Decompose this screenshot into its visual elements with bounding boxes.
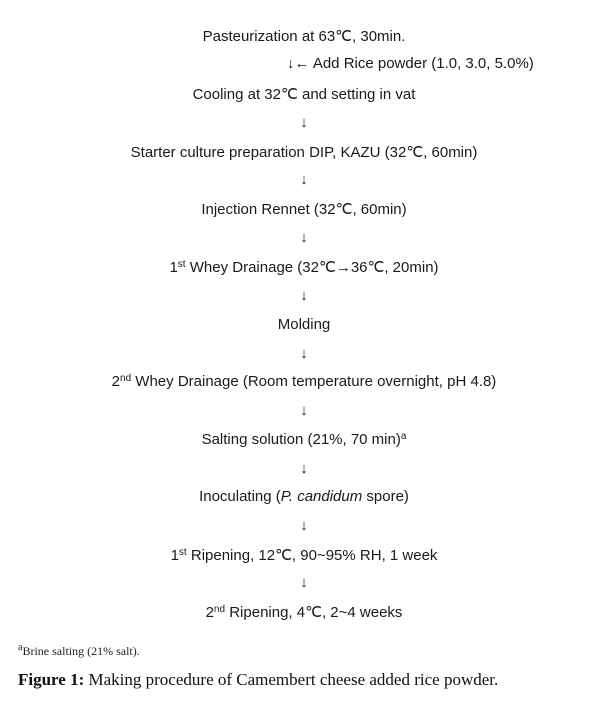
footnote [18,644,140,659]
ordinal-suffix: nd [213,604,226,615]
step-text: Whey Drainage (Room temperature overnight, pH 4.8) [131,373,497,390]
ordinal-number: 1 [170,547,179,564]
step-starter-culture: Starter culture preparation DIP, KAZU (32℃, 60min) [130,144,478,161]
ordinal-number: 1 [169,259,178,276]
step-text: Inoculating ( [199,488,281,505]
step-cooling: Cooling at 32℃ and setting in vat [192,86,416,103]
ordinal-number: 2 [111,373,121,390]
step-molding: Molding [277,316,331,333]
step-text: Ripening, 4℃, 2~4 weeks [225,604,403,621]
ordinal-suffix: nd [120,373,132,384]
step-first-ripening [0,546,608,564]
caption-text: Making procedure of Camembert cheese added rice powder. [84,670,499,689]
down-arrow-icon: ↓ [300,574,308,591]
side-note-text: ← Add Rice powder (1.0, 3.0, 5.0%) [294,55,534,72]
step-salting [0,431,608,448]
step-text: Salting solution (21%, 70 min) [201,431,401,448]
step-second-whey-drainage [0,373,608,390]
step-pasteurization: Pasteurization at 63℃, 30min. [202,28,406,45]
ordinal-suffix: st [178,547,187,558]
down-arrow-icon: ↓ [300,517,308,534]
figure-caption [18,670,498,690]
down-arrow-icon: ↓ [287,55,295,72]
caption-label: Figure 1: [18,670,85,689]
ordinal-number: 2 [205,604,214,621]
down-arrow-icon: ↓ [300,345,308,362]
footnote-mark: a [18,642,23,653]
step-text: spore) [362,488,409,505]
step-injection-rennet: Injection Rennet (32℃, 60min) [201,201,407,218]
down-arrow-icon: ↓ [300,460,308,477]
step-first-whey-drainage [0,258,608,276]
footnote-mark: a [400,431,407,442]
step-second-ripening [0,603,608,621]
down-arrow-icon: ↓ [300,171,308,188]
add-rice-powder-note [287,55,534,72]
down-arrow-icon: ↓ [300,114,308,131]
step-text: Ripening, 12℃, 90~95% RH, 1 week [186,547,438,564]
species-name: P. candidum [280,488,363,505]
down-arrow-icon: ↓ [300,229,308,246]
step-text: Whey Drainage (32℃→36℃, 20min) [185,259,439,276]
down-arrow-icon: ↓ [300,287,308,304]
step-inoculating [0,488,608,505]
footnote-text: Brine salting (21% salt). [22,644,140,658]
down-arrow-icon: ↓ [300,402,308,419]
ordinal-suffix: st [177,259,186,270]
